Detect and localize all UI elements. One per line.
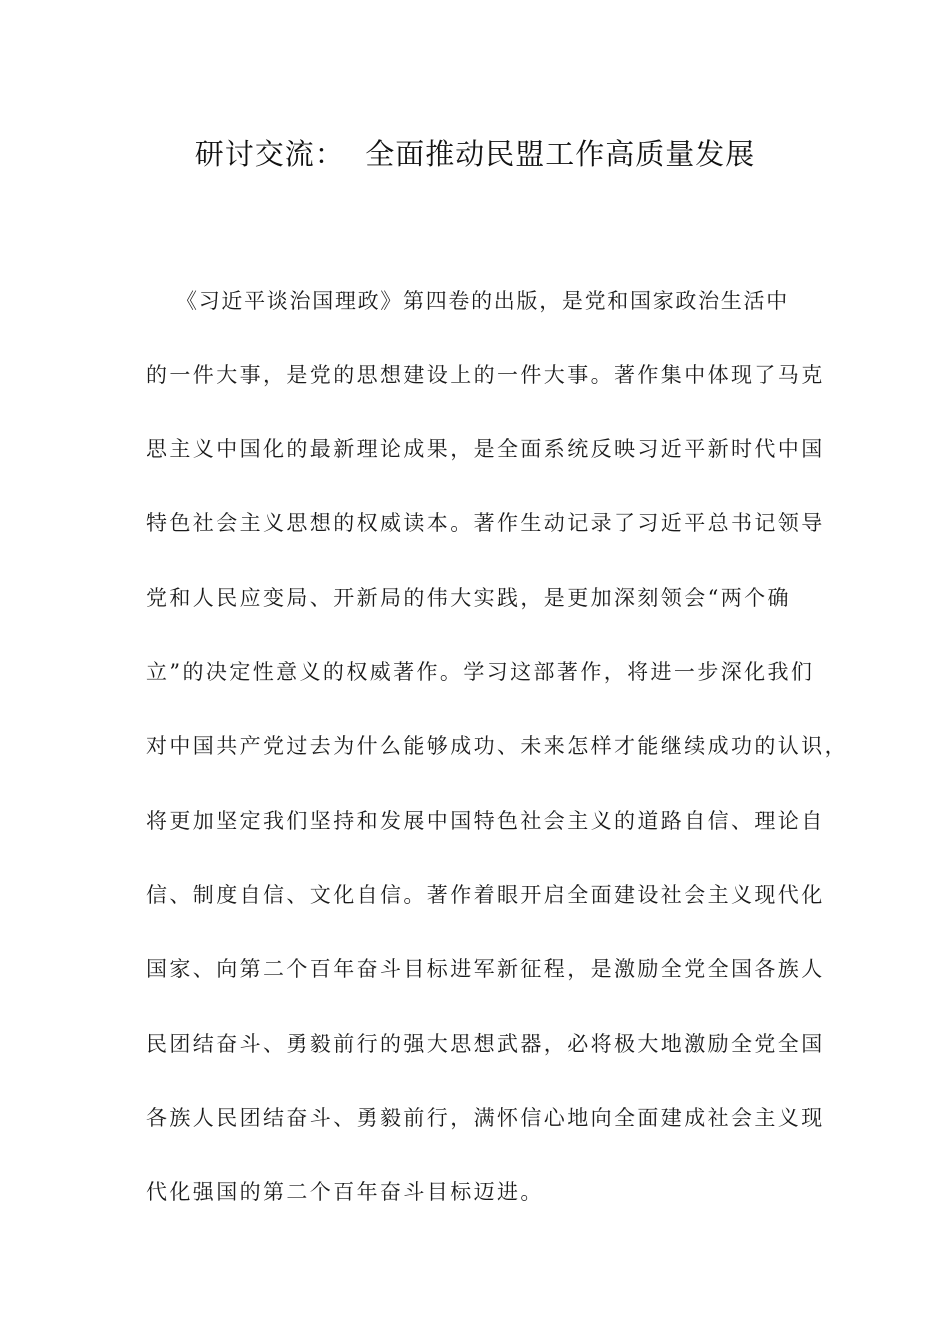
paragraph-line: 代化强国的第二个百年奋斗目标迈进。 [146,1180,544,1204]
document-title: 研讨交流： 全面推动民盟工作高质量发展 [194,137,756,171]
paragraph-line: 的一件大事，是党的思想建设上的一件大事。著作集中体现了马克 [146,363,825,387]
paragraph-line: 思主义中国化的最新理论成果，是全面系统反映习近平新时代中国 [146,437,825,461]
paragraph-line: 信、制度自信、文化自信。著作着眼开启全面建设社会主义现代化 [146,883,825,907]
paragraph-line: 党和人民应变局、开新局的伟大实践，是更加深刻领会“两个确 [146,586,791,610]
paragraph-line: 各族人民团结奋斗、勇毅前行，满怀信心地向全面建成社会主义现 [146,1106,825,1130]
paragraph-line: 《习近平谈治国理政》第四卷的出版，是党和国家政治生活中 [176,289,789,313]
paragraph-line: 民团结奋斗、勇毅前行的强大思想武器，必将极大地激励全党全国 [146,1032,825,1056]
paragraph-line: 国家、向第二个百年奋斗目标进军新征程，是激励全党全国各族人 [146,957,825,981]
paragraph-line: 特色社会主义思想的权威读本。著作生动记录了习近平总书记领导 [146,511,825,535]
paragraph-line: 将更加坚定我们坚持和发展中国特色社会主义的道路自信、理论自 [146,809,825,833]
paragraph-line: 对中国共产党过去为什么能够成功、未来怎样才能继续成功的认识， [146,734,848,758]
paragraph-line: 立”的决定性意义的权威著作。学习这部著作，将进一步深化我们 [146,660,815,684]
